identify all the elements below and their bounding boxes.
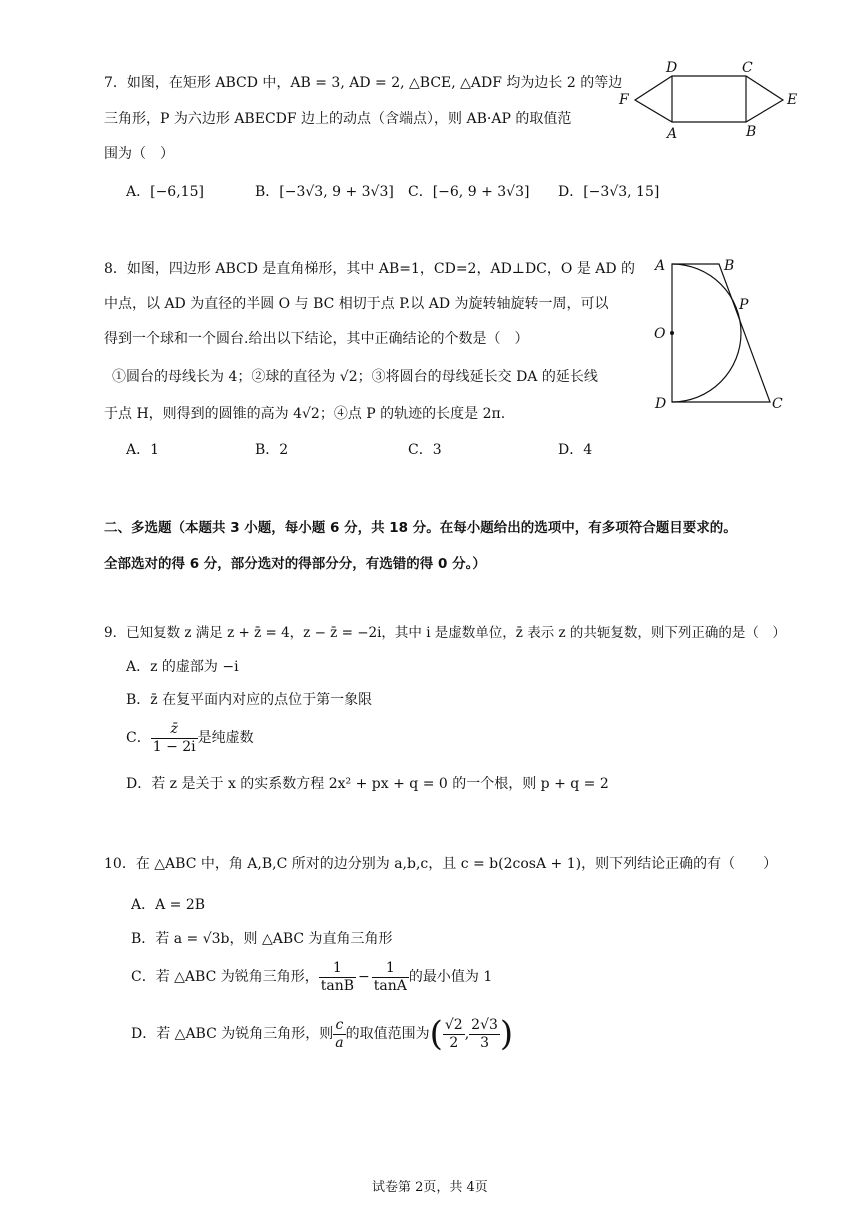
q10-option-c-f2-den: tanA (373, 977, 407, 994)
q7-label-c: C (742, 60, 753, 76)
q9-option-c-suffix: 是纯虚数 (197, 729, 254, 746)
q7-line1: 7．如图，在矩形 ABCD 中，AB = 3, AD = 2, △BCE, △ADF 均为边长 2 的等边 (104, 75, 623, 91)
q10-stem: 10．在 △ABC 中，角 A,B,C 所对的边分别为 a,b,c，且 c = b(2cosA + 1)，则下列结论正确的有（ ） (104, 856, 778, 872)
q8-option-d: D．4 (558, 442, 593, 458)
q8-label-a: A (655, 258, 666, 274)
q10-option-c-suffix: 的最小值为 1 (408, 968, 493, 985)
q7-option-c: C．[−6, 9 + 3√3] (408, 184, 530, 200)
q7-label-b: B (746, 124, 757, 140)
q8-option-c: C．3 (408, 442, 442, 458)
q10-option-c-f1-den: tanB (320, 977, 355, 994)
page-footer: 试卷第 2页，共 4页 (372, 1180, 488, 1195)
q10-option-c (131, 960, 492, 995)
q8-label-b: B (724, 258, 735, 274)
q7-label-f: F (619, 92, 629, 108)
q10-option-d-mid: 的取值范围为 (345, 1026, 430, 1042)
q8-option-b: B．2 (255, 442, 289, 458)
q8-line1: 8．如图，四边形 ABCD 是直角梯形，其中 AB=1，CD=2，AD⊥DC，O 是 AD 的 (104, 261, 636, 277)
q7-label-a: A (667, 126, 678, 142)
q10-option-d (131, 1014, 513, 1055)
q8-label-p: P (739, 297, 749, 313)
q7-label-d: D (666, 60, 678, 76)
q8-line3: 得到一个球和一个圆台.给出以下结论，其中正确结论的个数是（ ） (104, 331, 529, 347)
q10-option-d-f1-num: √2 (444, 1017, 463, 1034)
q10-option-b: B．若 a = √3b，则 △ABC 为直角三角形 (131, 931, 393, 947)
q10-option-d-num: c (333, 1017, 345, 1035)
q9-option-c-denominator: 1 − 2i (152, 738, 196, 755)
q9-option-a: A．z 的虚部为 −i (126, 659, 239, 675)
q8-label-c: C (772, 396, 783, 412)
q7-label-e: E (787, 92, 798, 108)
q10-option-c-f1-num: 1 (319, 960, 356, 978)
q10-option-c-prefix: C．若 △ABC 为锐角三角形， (131, 968, 319, 985)
q7-option-b: B．[−3√3, 9 + 3√3] (255, 184, 394, 200)
q10-option-d-fraction-2 (469, 1017, 500, 1052)
q9-option-c-fraction (151, 721, 198, 756)
q10-option-d-comma: , (464, 1026, 470, 1042)
section2-heading-line1: 二、多选题（本题共 3 小题，每小题 6 分，共 18 分。在每小题给出的选项中，有多项符合题目要求的。 (104, 520, 737, 536)
q8-label-d: D (655, 396, 667, 412)
q10-option-d-fraction (333, 1017, 345, 1052)
q10-option-d-left-paren: ( (429, 1014, 443, 1054)
q10-option-a: A．A = 2B (131, 897, 206, 913)
q9-stem: 9．已知复数 z 满足 z + z̄ = 4，z − z̄ = −2i，其中 i 是虚数单位，z̄ 表示 z 的共轭复数，则下列正确的是（ ） (104, 625, 786, 641)
q7-option-d: D．[−3√3, 15] (558, 184, 660, 200)
q10-option-d-f2-den: 3 (480, 1034, 489, 1051)
q8-line2: 中点，以 AD 为直径的半圆 O 与 BC 相切于点 P.以 AD 为旋转轴旋转一周，可以 (104, 296, 609, 312)
q9-option-b: B．z̄ 在复平面内对应的点位于第一象限 (126, 692, 373, 708)
q7-hexagon-figure (615, 55, 815, 145)
q7-line3: 围为（ ） (104, 146, 174, 162)
q9-option-c-prefix: C． (126, 729, 151, 746)
q10-option-d-right-paren: ) (499, 1014, 514, 1054)
section2-heading-line2: 全部选对的得 6 分，部分选对的得部分分，有选错的得 0 分。） (104, 556, 486, 572)
q10-option-c-f2-num: 1 (372, 960, 409, 978)
q10-option-d-prefix: D．若 △ABC 为锐角三角形，则 (131, 1026, 334, 1042)
q8-trapezoid-figure (650, 252, 790, 412)
q9-option-c-numerator: z̄ (151, 721, 198, 739)
q8-line5: 于点 H，则得到的圆锥的高为 4√2；④点 P 的轨迹的长度是 2π. (104, 406, 506, 422)
q10-option-d-f1-den: 2 (449, 1034, 459, 1051)
q10-option-c-fraction-2 (372, 960, 409, 995)
q9-option-c (126, 721, 254, 756)
q10-option-c-minus: − (358, 968, 370, 985)
q10-option-d-f2-num: 2√3 (471, 1017, 498, 1034)
q8-option-a: A．1 (126, 442, 160, 458)
q7-option-a: A．[−6,15] (126, 184, 204, 200)
q8-label-o: O (654, 326, 666, 342)
q10-option-c-fraction-1 (319, 960, 356, 995)
q7-line2: 三角形，P 为六边形 ABECDF 边上的动点（含端点），则 AB·AP 的取值范 (104, 111, 572, 127)
q10-option-d-den: a (335, 1034, 344, 1051)
q10-option-d-fraction-1 (443, 1017, 465, 1052)
q9-option-d: D．若 z 是关于 x 的实系数方程 2x² + px + q = 0 的一个根，则 p + q = 2 (126, 776, 609, 792)
q8-line4: ①圆台的母线长为 4；②球的直径为 √2；③将圆台的母线延长交 DA 的延长线 (112, 369, 598, 385)
